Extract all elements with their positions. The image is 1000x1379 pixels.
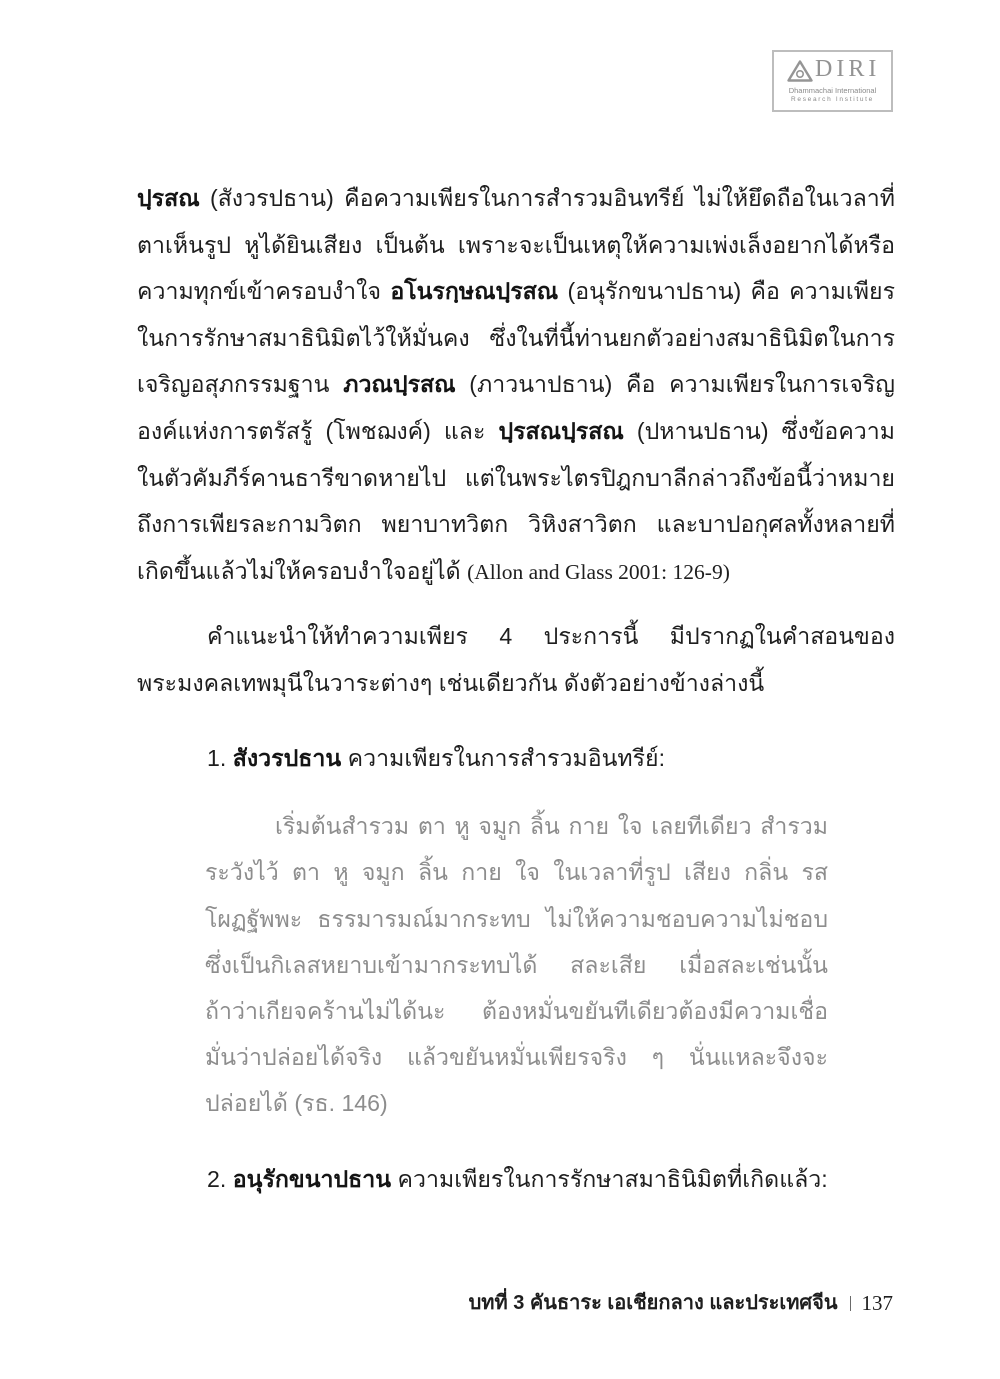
paragraph-line	[137, 222, 895, 269]
quote-line	[205, 1080, 828, 1126]
page-footer	[469, 1289, 893, 1317]
line-text: (สังวรปธาน) คือความเพียรในการสำรวมอินทรีย์ ไม่ให้ยึดถือในเวลาที่	[199, 185, 895, 211]
line-text: ตาเห็นรูป หูได้ยินเสียง เป็นต้น เพราะจะเป็นเหตุให้ความเพ่งเล็งอยากได้หรือ	[137, 231, 895, 258]
list-term: อนุรักขนาปธาน	[232, 1165, 392, 1192]
line-text: (อนุรักขนาปธาน) คือ ความเพียร	[558, 278, 895, 305]
logo-subtitle-2: Research Institute	[791, 96, 874, 103]
quotation-block	[205, 803, 828, 1126]
footer-divider	[850, 1296, 851, 1311]
quote-line	[205, 1034, 828, 1080]
paragraph-1	[137, 175, 895, 595]
list-term: สังวรปธาน	[232, 744, 342, 771]
quote-line	[205, 803, 828, 849]
quote-text: ระวังไว้ ตา หู จมูก ลิ้น กาย ใจ ในเวลาที่รูป เสียง กลิ่น รส	[205, 859, 828, 886]
list-item-1	[137, 735, 895, 782]
paragraph-line	[137, 408, 895, 455]
quote-text: มั่นว่าปล่อยได้จริง แล้วขยันหมั่นเพียรจริง ๆ นั่นแหละจึงจะ	[205, 1044, 828, 1071]
line-text: เกิดขึ้นแล้วไม่ให้ครอบงำใจอยู่ได้	[137, 557, 468, 584]
quote-line	[205, 896, 828, 942]
line-text: (ภาวนาปธาน) คือ ความเพียรในการเจริญ	[455, 371, 896, 398]
paragraph-2	[137, 613, 895, 706]
diri-logo	[772, 50, 893, 112]
list-number: 1.	[207, 744, 227, 771]
list-description: ความเพียรในการสำรวมอินทรีย์:	[347, 744, 666, 771]
citation: (Allon and Glass 2001: 126-9)	[467, 559, 730, 584]
pali-term: ปฺรสณ	[137, 185, 200, 211]
paragraph-line	[137, 501, 895, 548]
line-text: ในการรักษาสมาธินิมิตไว้ให้มั่นคง ซึ่งในที่นี้ท่านยกตัวอย่างสมาธินิมิตในการ	[137, 324, 895, 351]
line-text: พระมงคลเทพมุนีในวาระต่างๆ เช่นเดียวกัน ดังตัวอย่างข้างล่างนี้	[137, 669, 765, 696]
chapter-title: บทที่ 3 คันธาระ เอเชียกลาง และประเทศจีน	[468, 1292, 838, 1314]
logo-wordmark: DIRI	[815, 56, 881, 82]
quote-line	[205, 942, 828, 988]
pali-term: ภวณปฺรสณ	[343, 371, 456, 398]
page-body	[137, 175, 895, 1202]
paragraph-line	[137, 268, 895, 315]
quote-text: ปล่อยได้ (รธ. 146)	[205, 1090, 388, 1117]
list-description: ความเพียรในการรักษาสมาธินิมิตที่เกิดแล้ว:	[397, 1165, 828, 1192]
line-text: ถึงการเพียรละกามวิตก พยาบาทวิตก วิหิงสาวิตก และบาปอกุศลทั้งหลายที่	[137, 511, 895, 538]
quote-line	[205, 849, 828, 895]
paragraph-line	[137, 175, 895, 222]
paragraph-line	[137, 455, 895, 502]
pali-term: ปฺรสณปฺรสณ	[498, 417, 624, 444]
paragraph-line	[137, 361, 895, 408]
list-item-2	[137, 1156, 895, 1203]
paragraph-line	[137, 660, 895, 707]
quote-line	[205, 988, 828, 1034]
triangle-emblem-icon	[787, 60, 813, 82]
list-number: 2.	[207, 1165, 227, 1192]
line-text: คำแนะนำให้ทำความเพียร 4 ประการนี้ มีปรากฏในคำสอนของ	[207, 623, 895, 650]
quote-text: ซึ่งเป็นกิเลสหยาบเข้ามากระทบได้ สละเสีย เมื่อสละเช่นนั้น	[205, 951, 828, 978]
line-text: เจริญอสุภกรรมฐาน	[137, 371, 344, 398]
line-text: ความทุกข์เข้าครอบงำใจ	[137, 278, 391, 305]
quote-text: เริ่มต้นสำรวม ตา หู จมูก ลิ้น กาย ใจ เลยทีเดียว สำรวม	[275, 813, 828, 840]
page-number: 137	[861, 1291, 893, 1315]
paragraph-line	[137, 613, 895, 660]
list-item-line	[137, 1156, 895, 1203]
paragraph-line	[137, 315, 895, 362]
line-text: องค์แห่งการตรัสรู้ (โพชฌงค์) และ	[137, 417, 499, 444]
list-item-line	[137, 735, 895, 782]
quote-text: ถ้าว่าเกียจคร้านไม่ได้นะ ต้องหมั่นขยันทีเดียวต้องมีความเชื่อ	[205, 997, 828, 1024]
logo-subtitle-1: Dhammachai International	[788, 86, 877, 95]
line-text: (ปหานปธาน) ซึ่งข้อความ	[623, 417, 895, 444]
paragraph-line	[137, 548, 895, 596]
line-text: ในตัวคัมภีร์คานธารีขาดหายไป แต่ในพระไตรปิฎกบาลีกล่าวถึงข้อนี้ว่าหมาย	[137, 464, 895, 491]
quote-text: โผฏฐัพพะ ธรรมารมณ์มากระทบ ไม่ให้ความชอบความไม่ชอบ	[205, 905, 828, 932]
pali-term: อโนรกฺษณปฺรสณ	[390, 278, 559, 305]
